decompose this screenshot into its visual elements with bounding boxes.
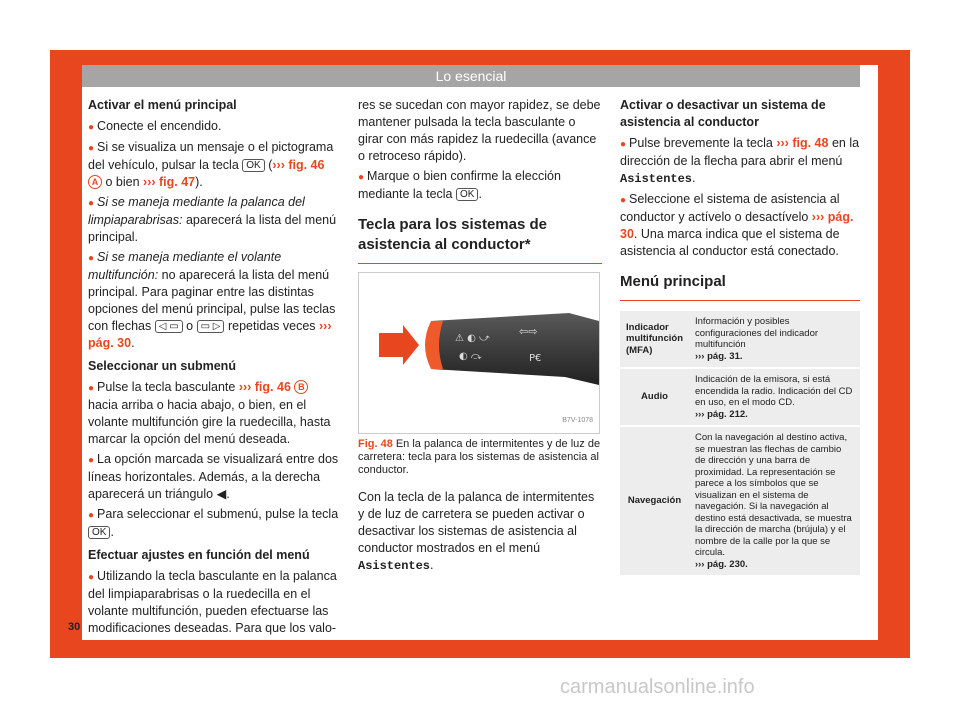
svg-text:⚠ ◐ ⤻: ⚠ ◐ ⤻ [455,333,490,344]
bullet-icon: ● [88,143,95,154]
bullet-ignition: ● Conecte el encendido. [88,119,222,133]
column-2 [358,97,602,578]
arrow-left-icon: ◁ ▭ [155,320,183,333]
heading-activate-menu: Activar el menú principal [88,98,237,112]
table-row: Navegación Con la navegación al destino activa, se muestran las flechas de cambio de dirección y una barra de proximidad. La representación se parece a los símbolos que se visualizan en el sistema de navegación. Si la navegación al destino está desactivada, se muestra la dirección de marcha (brújula) y el nombre de la calle por la que se circula. ››› pág. 230. [620,427,860,575]
section-title-main-menu: Menú principal [620,272,860,301]
bullet-icon: ● [358,172,365,183]
triangle-left-icon: ◀ [216,487,227,501]
arrow-right-icon: ▭ ▷ [197,320,225,333]
bullet-select-system: ● Seleccione el sistema de asistencia al conductor y actívelo o desactívelo ››› pág. 30. Una marca indica que el sistema de asistencia al conductor está conectado. [620,192,854,258]
bullet-rocker: ● Pulse la tecla basculante ››› fig. 46 B hacia arriba o hacia abajo, o bien, en el volante multifunción gire la ruedecilla, hasta marcar la opción del menú deseada. [88,380,331,446]
section-title-assist-button: Tecla para los sistemas de asistencia al conductor* [358,215,602,264]
figure-caption: Fig. 48 En la palanca de intermitentes y de luz de carretera: tecla para los sistemas de asistencia al conductor. [358,438,601,476]
bullet-icon: ● [620,195,627,206]
svg-text:⇦⇨: ⇦⇨ [519,325,538,338]
callout-a: A [88,175,102,189]
column-1 [88,97,340,640]
ok-key-icon: OK [88,526,110,539]
ref-fig-46[interactable]: ››› fig. 46 [272,158,325,172]
table-row: Indicador multifunción (MFA) Información y posibles configuraciones del indicador multifunción ››› pág. 31. [620,311,860,367]
bullet-icon: ● [88,572,95,583]
table-row: Audio Indicación de la emisora, si está encendida la radio. Indicación del CD en uso, en el modo CD. ››› pág. 212. [620,369,860,425]
page-number: 30 [68,621,81,633]
manual-page [68,65,878,640]
bullet-press-ok: ● Si se visualiza un mensaje o el pictograma del vehículo, pulsar la tecla OK (››› fig. 46 A o bien ››› fig. 47). [88,140,334,189]
watermark: carmanualsonline.info [560,676,755,698]
bullet-icon: ● [620,139,627,150]
heading-toggle-assist: Activar o desactivar un sistema de asistencia al conductor [620,98,826,129]
bullet-icon: ● [88,510,95,521]
bullet-confirm: ● Marque o bien confirme la elección mediante la tecla OK . [358,169,561,201]
bullet-icon: ● [88,455,95,466]
bullet-multifunction-wheel: ● Si se maneja mediante el volante multifunción: no aparecerá la lista del menú principal. Para paginar entre las distintas opciones del menú principal, pulse las teclas con flechas ◁ ▭ o ▭ ▷ repetidas veces ››› pág. 30. [88,250,336,350]
figure-48 [358,272,600,434]
stalk-illustration [359,273,599,433]
page-header: Lo esencial [82,65,860,87]
svg-text:◐ ⤼: ◐ ⤼ [459,351,482,362]
ok-key-icon: OK [242,159,264,172]
bullet-icon: ● [88,383,95,394]
bullet-press-briefly: ● Pulse brevemente la tecla ››› fig. 48 en la dirección de la flecha para abrir el menú Asistentes. [620,136,860,186]
heading-submenu: Seleccionar un submenú [88,359,236,373]
column-3 [620,97,860,577]
ref-page-30b[interactable]: ››› pág. 30 [620,210,854,241]
bullet-wiper-lever: ● Si se maneja mediante la palanca del limpiaparabrisas: aparecerá la lista del menú principal. [88,195,337,244]
ref-fig-47[interactable]: ››› fig. 47 [143,175,196,189]
callout-b: B [294,380,308,394]
heading-adjustments: Efectuar ajustes en función del menú [88,548,310,562]
ok-key-icon: OK [456,188,478,201]
ref-page-30[interactable]: ››› pág. 30 [88,319,332,350]
svg-text:P€: P€ [529,353,542,364]
bullet-select-submenu: ● Para seleccionar el submenú, pulse la tecla OK . [88,507,339,539]
bullet-marked-option: ● La opción marcada se visualizará entre dos líneas horizontales. Además, a la derecha aparecerá un triángulo ◀. [88,452,339,501]
ref-fig-46b[interactable]: ››› fig. 46 [238,380,291,394]
bullet-icon: ● [88,253,95,264]
bullet-icon: ● [88,122,95,133]
bullet-icon: ● [88,198,95,209]
paragraph-assist-menu: Con la tecla de la palanca de intermitentes y de luz de carretera se pueden activar o desactivar los sistemas de asistencia al conductor mostrados en el menú Asistentes. [358,490,595,573]
ref-fig-48[interactable]: ››› fig. 48 [776,136,829,150]
bullet-adjust: ● Utilizando la tecla basculante en la palanca del limpiaparabrisas o la ruedecilla en el volante multifunción, pueden efectuarse las modificaciones deseadas. Para que los valo- [88,569,337,635]
main-menu-table [620,309,860,577]
figure-code: B7V-1078 [562,417,593,424]
paragraph-fast-advance: res se sucedan con mayor rapidez, se debe mantener pulsada la tecla basculante o girar con más rapidez la ruedecilla (avance o retroceso rápido). [358,98,601,163]
stalk-button-arrow-icon [379,325,419,365]
